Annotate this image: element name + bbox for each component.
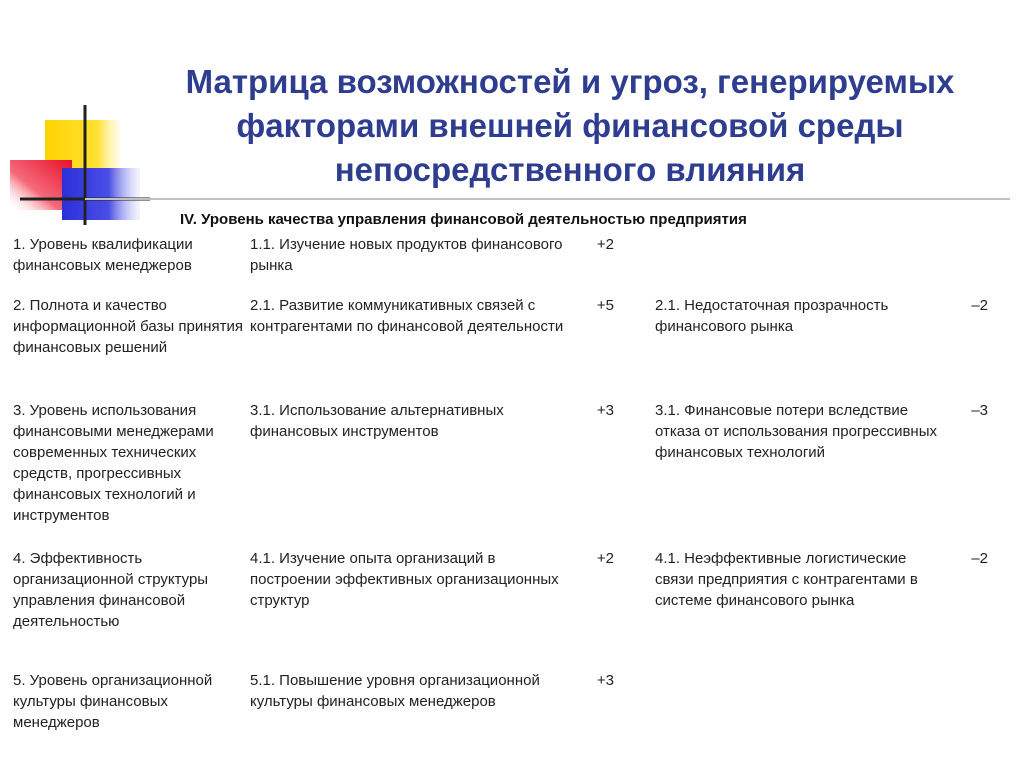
blue-square xyxy=(62,168,140,220)
title-divider xyxy=(85,198,1010,200)
factor-cell: 1. Уровень квалификации финансовых менеджеров xyxy=(13,236,193,274)
threat-cell: 4.1. Неэффективные логистические связи предприятия с контрагентами в системе финансового рынка xyxy=(655,550,918,609)
opportunity-cell: 2.1. Развитие коммуникативных связей с контрагентами по финансовой деятельности xyxy=(250,297,564,335)
threat-score: –3 xyxy=(971,402,988,419)
factor-cell: 4. Эффективность организационной структуры управления финансовой деятельностью xyxy=(13,550,209,630)
threat-score: –2 xyxy=(971,550,988,567)
page-title: Матрица возможностей и угроз, генерируемых факторами внешней финансовой среды непосредственного влияния xyxy=(185,63,955,188)
section-heading: IV. Уровень качества управления финансовой деятельностью предприятия xyxy=(180,211,747,228)
opportunity-cell: 5.1. Повышение уровня организационной культуры финансовых менеджеров xyxy=(250,672,540,710)
opportunity-score: +3 xyxy=(596,672,614,689)
opportunity-score: +2 xyxy=(596,236,614,253)
opportunity-cell: 3.1. Использование альтернативных финансовых инструментов xyxy=(250,402,504,440)
threat-cell: 2.1. Недостаточная прозрачность финансового рынка xyxy=(655,297,889,335)
opportunity-score: +3 xyxy=(596,402,614,419)
threat-cell: 3.1. Финансовые потери вследствие отказа от использования прогрессивных финансовых технологий xyxy=(655,402,937,461)
opportunity-score: +5 xyxy=(596,297,614,314)
opportunity-score: +2 xyxy=(596,550,614,567)
opportunity-cell: 1.1. Изучение новых продуктов финансового рынка xyxy=(250,236,563,274)
factor-cell: 5. Уровень организационной культуры финансовых менеджеров xyxy=(13,672,213,731)
decorative-squares-logo xyxy=(0,0,150,240)
opportunity-cell: 4.1. Изучение опыта организаций в построении эффективных организационных структур xyxy=(250,550,559,609)
factor-cell: 3. Уровень использования финансовыми менеджерами современных технических средств, прогрессивных финансовых технологий и инструментов xyxy=(13,402,214,524)
factor-cell: 2. Полнота и качество информационной базы принятия финансовых решений xyxy=(13,297,243,356)
threat-score: –2 xyxy=(971,297,988,314)
